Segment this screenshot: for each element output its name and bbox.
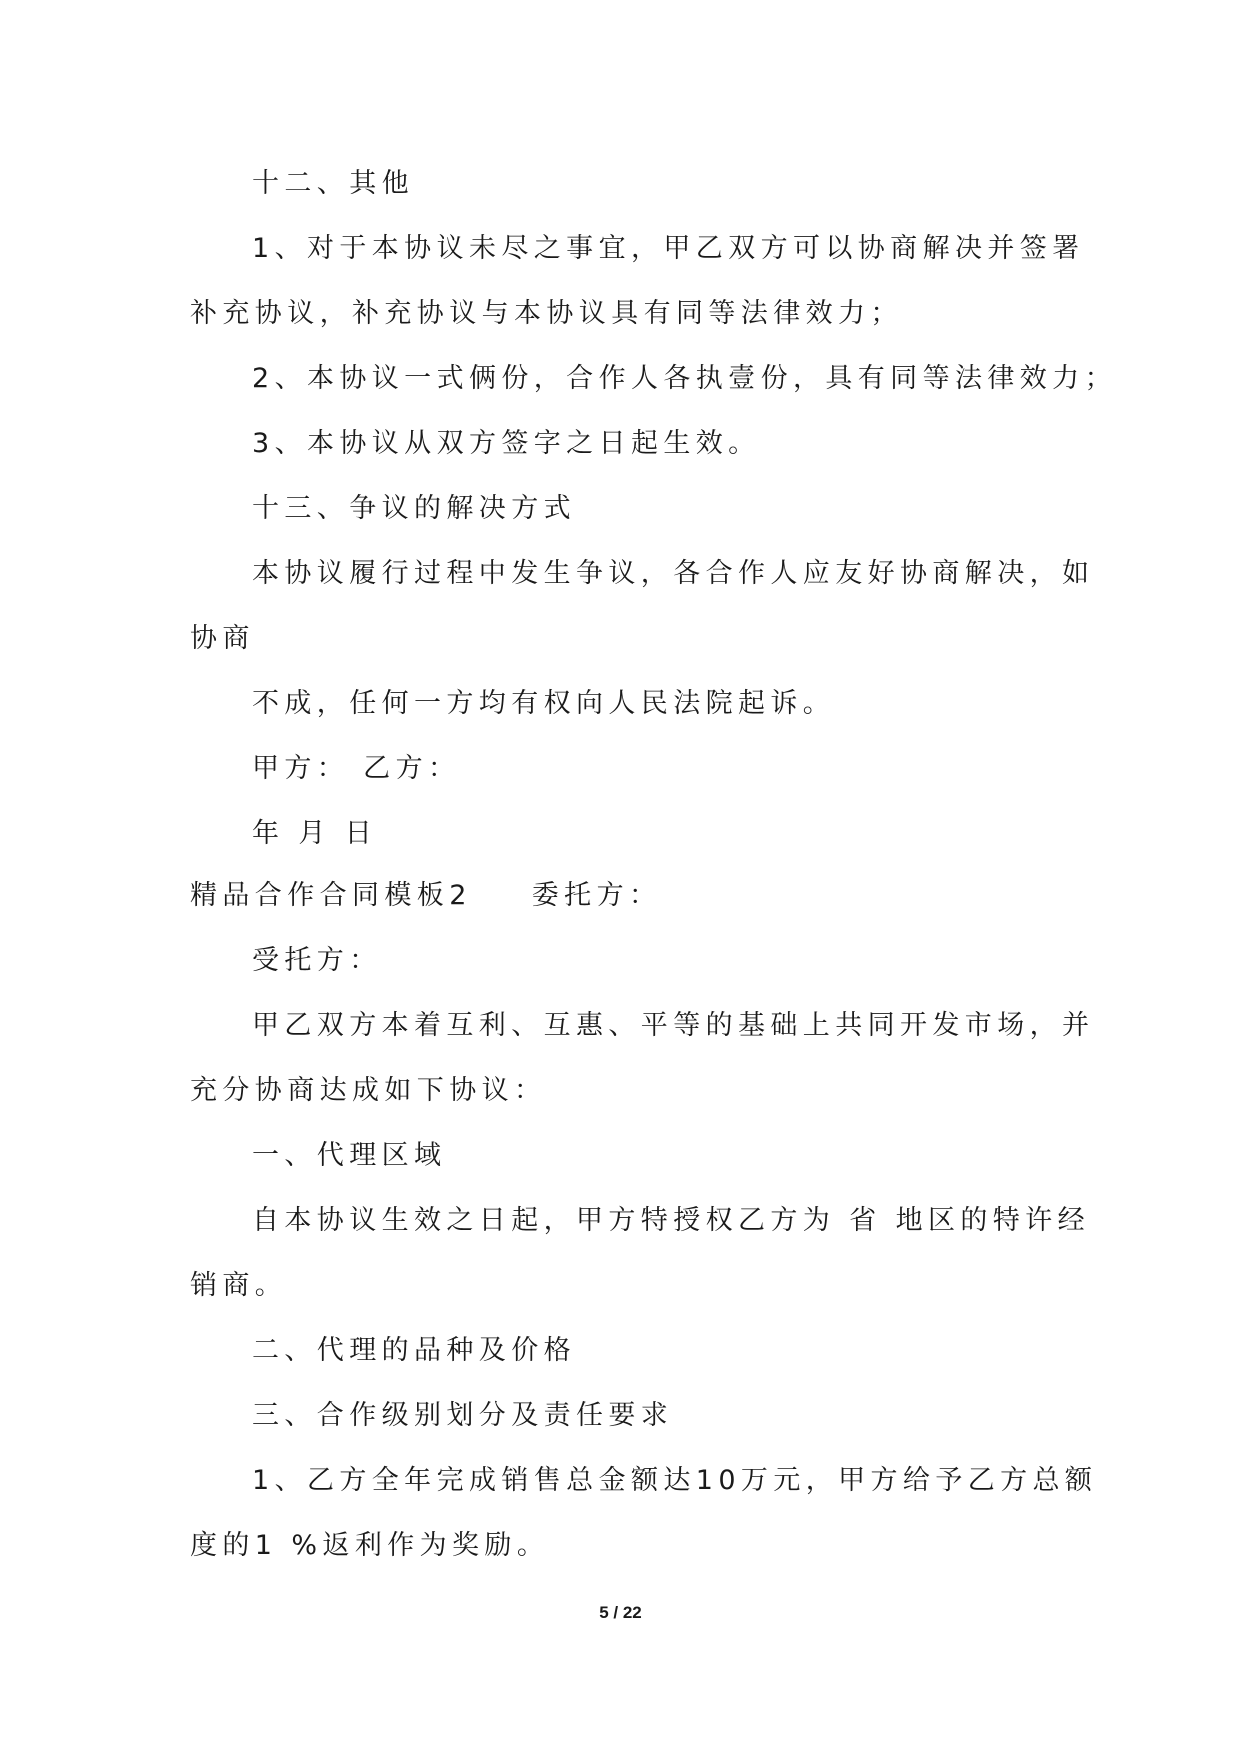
paragraph-line: 甲乙双方本着互利、互惠、平等的基础上共同开发市场，并 bbox=[252, 1010, 1095, 1041]
paragraph-line: 1、乙方全年完成销售总金额达10万元，甲方给予乙方总额 bbox=[252, 1465, 1098, 1496]
signature-date: 年 月 日 bbox=[252, 818, 378, 849]
paragraph-line: 充分协商达成如下协议： bbox=[190, 1075, 547, 1106]
paragraph-line: 本协议履行过程中发生争议，各合作人应友好协商解决，如 bbox=[252, 558, 1095, 589]
paragraph-line: 协商 bbox=[190, 623, 255, 654]
signature-parties: 甲方： 乙方： bbox=[252, 753, 461, 784]
paragraph-line: 3、本协议从双方签字之日起生效。 bbox=[252, 428, 761, 459]
principal-label: 委托方： bbox=[531, 880, 662, 911]
paragraph-line: 度的1 %返利作为奖励。 bbox=[190, 1530, 550, 1561]
agent-label: 受托方： bbox=[252, 945, 382, 976]
page-number: 5 / 22 bbox=[599, 1603, 642, 1622]
section-heading-region: 一、代理区域 bbox=[252, 1140, 447, 1171]
paragraph-line: 销商。 bbox=[190, 1270, 288, 1301]
paragraph-line: 自本协议生效之日起，甲方特授权乙方为 省 地区的特许经 bbox=[252, 1205, 1090, 1236]
template-title-line bbox=[190, 878, 661, 914]
paragraph-line: 1、对于本协议未尽之事宜，甲乙双方可以协商解决并签署 bbox=[252, 233, 1085, 264]
section-heading-dispute: 十三、争议的解决方式 bbox=[252, 493, 576, 524]
section-heading-other: 十二、其他 bbox=[252, 168, 414, 199]
section-heading-products: 二、代理的品种及价格 bbox=[252, 1335, 576, 1366]
template-title: 精品合作合同模板2 bbox=[190, 880, 472, 911]
paragraph-line: 不成，任何一方均有权向人民法院起诉。 bbox=[252, 688, 836, 719]
paragraph-line: 2、本协议一式俩份，合作人各执壹份，具有同等法律效力； bbox=[252, 363, 1117, 394]
paragraph-line: 补充协议，补充协议与本协议具有同等法律效力； bbox=[190, 298, 903, 329]
section-heading-levels: 三、合作级别划分及责任要求 bbox=[252, 1400, 674, 1431]
